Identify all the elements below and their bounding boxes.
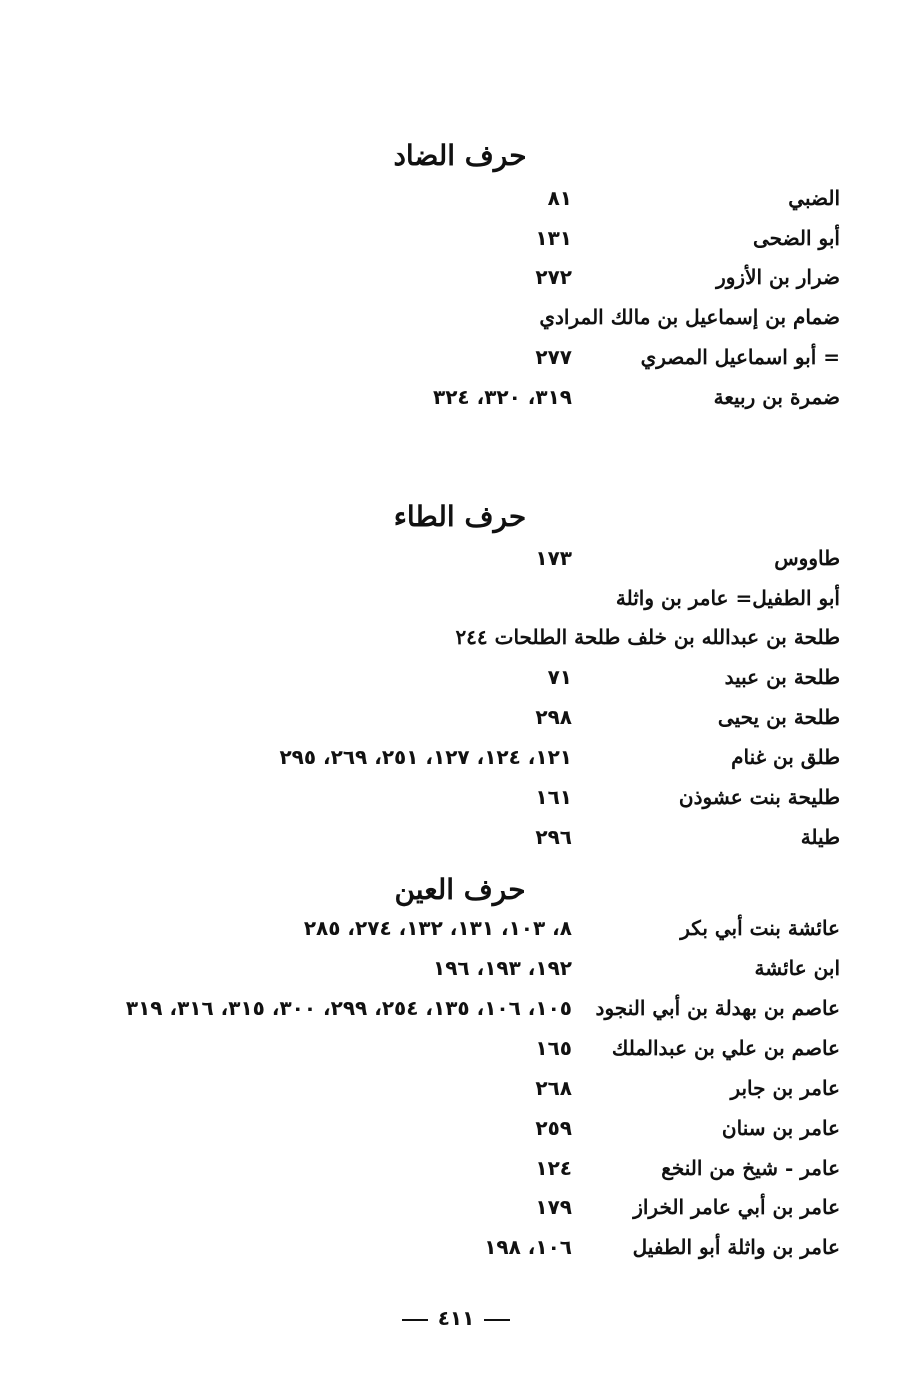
entry-pages: ١٣١ xyxy=(535,226,572,250)
index-entry xyxy=(0,339,912,375)
entry-pages: ١٠٦، ١٩٨ xyxy=(484,1235,572,1259)
entry-name: طلحة بن عبدالله بن خلف طلحة الطلحات ٢٤٤ xyxy=(455,625,840,649)
entry-pages: ١٦١ xyxy=(535,785,572,809)
folio-dash-right xyxy=(484,1319,510,1321)
entry-pages: ١٢٤ xyxy=(535,1156,572,1180)
section-heading-dad: حرف الضاد xyxy=(393,139,527,172)
index-entry xyxy=(0,1189,912,1225)
index-entry xyxy=(0,1030,912,1066)
folio-dash-left xyxy=(402,1319,428,1321)
index-entry xyxy=(0,990,912,1026)
index-entry xyxy=(0,1229,912,1265)
entry-pages: ١٦٥ xyxy=(535,1036,572,1060)
entry-name: عاصم بن علي بن عبدالملك xyxy=(611,1036,840,1060)
entry-name: عائشة بنت أبي بكر xyxy=(680,916,840,940)
index-entry xyxy=(0,580,912,616)
entry-pages: ١٩٢، ١٩٣، ١٩٦ xyxy=(433,956,572,980)
entry-pages: ١٧٣ xyxy=(535,546,572,570)
entry-name: طيلة xyxy=(800,825,840,849)
index-entry xyxy=(0,180,912,216)
entry-pages: ٢٩٦ xyxy=(535,825,572,849)
entry-pages: ١٢١، ١٢٤، ١٢٧، ٢٥١، ٢٦٩، ٢٩٥ xyxy=(279,745,572,769)
index-entry xyxy=(0,779,912,815)
entry-name: أبو الضحى xyxy=(753,226,840,250)
entry-name: عامر بن واثلة أبو الطفيل xyxy=(632,1235,840,1259)
section-heading-ayn: حرف العين xyxy=(394,873,526,906)
index-entry xyxy=(0,540,912,576)
index-entry xyxy=(0,699,912,735)
entry-name: طلحة بن عبيد xyxy=(724,665,840,689)
entry-pages: ١٧٩ xyxy=(535,1195,572,1219)
index-entry xyxy=(0,819,912,855)
index-entry xyxy=(0,259,912,295)
entry-pages: ٢٥٩ xyxy=(535,1116,572,1140)
entry-name: عاصم بن بهدلة بن أبي النجود xyxy=(595,996,840,1020)
entry-name: طاووس xyxy=(774,546,840,570)
entry-name: الضبي xyxy=(788,186,840,210)
index-entry xyxy=(0,1150,912,1186)
entry-name: عامر بن سنان xyxy=(721,1116,840,1140)
entry-name: عامر - شيخ من النخع xyxy=(661,1156,840,1180)
entry-name: ابن عائشة xyxy=(754,956,840,980)
entry-pages: ٢٧٢ xyxy=(535,265,572,289)
index-entry xyxy=(0,619,912,655)
page-number-text: ٤١١ xyxy=(437,1306,475,1330)
page-number xyxy=(0,1300,912,1336)
section-heading-ta: حرف الطاء xyxy=(393,500,527,533)
entry-name: ضرار بن الأزور xyxy=(716,265,840,289)
entry-pages: ٢٧٧ xyxy=(535,345,572,369)
entry-name: أبو الطفيل= عامر بن واثلة xyxy=(615,586,840,610)
index-entry xyxy=(0,659,912,695)
index-entry xyxy=(0,1070,912,1106)
entry-name: طلحة بن يحيى xyxy=(717,705,840,729)
entry-name: عامر بن جابر xyxy=(730,1076,840,1100)
entry-pages: ١٠٥، ١٠٦، ١٣٥، ٢٥٤، ٢٩٩، ٣٠٠، ٣١٥، ٣١٦، ٣١٩ xyxy=(125,996,572,1020)
index-entry xyxy=(0,379,912,415)
entry-pages: ٨١ xyxy=(547,186,572,210)
entry-name: عامر بن أبي عامر الخراز xyxy=(633,1195,840,1219)
entry-name: طلق بن غنام xyxy=(731,745,840,769)
index-entry xyxy=(0,220,912,256)
entry-pages: ٧١ xyxy=(547,665,572,689)
entry-name: ضمرة بن ربيعة xyxy=(713,385,840,409)
entry-name: = أبو اسماعيل المصري xyxy=(640,345,840,369)
index-entry xyxy=(0,910,912,946)
index-entry xyxy=(0,299,912,335)
entry-pages: ٢٦٨ xyxy=(535,1076,572,1100)
index-entry xyxy=(0,1110,912,1146)
index-entry xyxy=(0,739,912,775)
entry-pages: ٣١٩، ٣٢٠، ٣٢٤ xyxy=(433,385,572,409)
entry-name: ضمام بن إسماعيل بن مالك المرادي xyxy=(539,305,840,329)
entry-name: طليحة بنت عشوذن xyxy=(678,785,840,809)
index-entry xyxy=(0,950,912,986)
entry-pages: ٢٩٨ xyxy=(535,705,572,729)
entry-pages: ٨، ١٠٣، ١٣١، ١٣٢، ٢٧٤، ٢٨٥ xyxy=(303,916,572,940)
